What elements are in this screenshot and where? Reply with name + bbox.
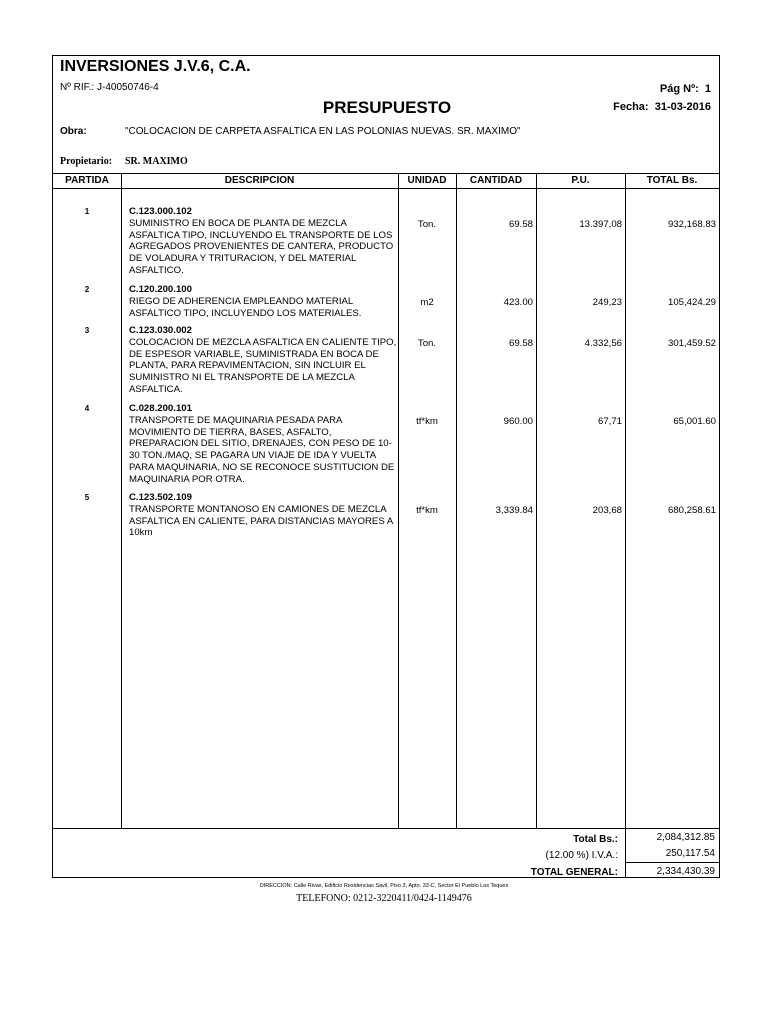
row-description: [129, 284, 397, 319]
row-pu: 249,23: [592, 297, 622, 308]
row-unidad: Ton.: [417, 338, 437, 349]
total-general-label: TOTAL GENERAL:: [530, 867, 618, 878]
row-unidad: tf*km: [416, 505, 438, 516]
owner-label: Propietario:: [60, 156, 113, 167]
company-name: INVERSIONES J.V.6, C.A.: [60, 58, 251, 75]
row-description-text: RIEGO DE ADHERENCIA EMPLEANDO MATERIAL ASFALTICO TIPO, INCLUYENDO LOS MATERIALES.: [129, 295, 362, 319]
row-description-text: TRANSPORTE DE MAQUINARIA PESADA PARA MOVIMIENTO DE TIERRA, BASES, ASFALTO, PREPARACION DEL SITIO, DRENAJES, CON PESO DE 10-30 TON./MAQ, SE PAGARA UN VIAJE DE IDA Y VUELTA PARA MAQUINARIA, NO SE RECONOCE SUSTITUCION DE MAQUINARIA POR OTRA.: [129, 414, 395, 485]
row-cantidad: 423.00: [503, 297, 533, 308]
row-partida: 2: [84, 285, 90, 294]
row-total: 680,258.61: [667, 505, 716, 516]
row-unidad: m2: [420, 297, 434, 308]
row-cantidad: 69.58: [508, 219, 533, 230]
obra-value: "COLOCACION DE CARPETA ASFALTICA EN LAS POLONIAS NUEVAS. SR. MAXIMO": [125, 126, 521, 137]
header-cantidad: CANTIDAD: [469, 175, 523, 186]
row-code: C.123.000.102: [129, 206, 192, 217]
document-date: [613, 101, 711, 113]
footer-phone: TELEFONO: 0212-3220411/0424-1149476: [296, 893, 472, 904]
row-unidad: tf*km: [416, 416, 438, 427]
row-partida: 1: [84, 207, 90, 216]
col-divider: [398, 173, 399, 828]
row-code: C.123.030.002: [129, 325, 192, 336]
company-rif: Nº RIF.: J-40050746-4: [60, 82, 159, 93]
obra-label: Obra:: [60, 126, 87, 137]
row-pu: 67,71: [597, 416, 622, 427]
col-divider: [456, 173, 457, 828]
row-description-text: TRANSPORTE MONTANOSO EN CAMIONES DE MEZCLA ASFALTICA EN CALIENTE, PARA DISTANCIAS MAYORES A 10km: [129, 503, 393, 539]
row-partida: 5: [84, 493, 90, 502]
header-unidad: UNIDAD: [407, 175, 447, 186]
row-total: 932,168.83: [667, 219, 716, 230]
table-bottom-rule: [53, 828, 719, 829]
total-general-value: 2,334,430.39: [656, 866, 715, 877]
row-description-text: COLOCACION DE MEZCLA ASFALTICA EN CALIENTE TIPO, DE ESPESOR VARIABLE, SUMINISTRADA EN BOCA DE PLANTA, PARA REPAVIMENTACION, SIN INCLUIR EL SUMINISTRO NI EL TRANSPORTE DE LA MEZCLA ASFALTICA.: [129, 336, 397, 395]
row-pu: 203,68: [592, 505, 622, 516]
page-label: Pág Nº:: [659, 83, 699, 95]
row-description-text: SUMINISTRO EN BOCA DE PLANTA DE MEZCLA ASFALTICA TIPO, INCLUYENDO EL TRANSPORTE DE LOS AGREGADOS PROVENIENTES DE CANTERA, PRODUCTO DE VOLADURA Y TRITURACION, Y DEL MATERIAL ASFALTICO.: [129, 217, 394, 276]
row-code: C.120.200.100: [129, 284, 192, 295]
col-divider: [121, 173, 122, 828]
col-divider: [625, 173, 626, 878]
iva-value: 250,117.54: [665, 848, 715, 859]
header-total: TOTAL Bs.: [646, 175, 698, 186]
col-divider: [536, 173, 537, 828]
iva-label: (12.00 %) I.V.A.:: [545, 850, 618, 861]
row-unidad: Ton.: [417, 219, 437, 230]
footer-address: DIRECCION: Calle Rivas, Edificio Residencias Savil, Piso 3, Apto. 33-C, Sector El Pueblo Los Teques: [259, 883, 509, 889]
row-partida: 3: [84, 326, 90, 335]
subtotal-label: Total Bs.:: [573, 834, 618, 845]
owner-value: SR. MAXIMO: [125, 156, 188, 167]
header-pu: P.U.: [571, 175, 590, 186]
page-value: 1: [704, 83, 711, 95]
header-descripcion: DESCRIPCION: [224, 175, 295, 186]
header-partida: PARTIDA: [65, 175, 109, 186]
row-description: [129, 492, 397, 539]
row-description: [129, 206, 397, 277]
row-cantidad: 3,339.84: [495, 505, 533, 516]
row-description: [129, 325, 397, 396]
subtotal-value: 2,084,312.85: [656, 832, 715, 843]
row-code: C.028.200.101: [129, 403, 192, 414]
row-total: 105,424.29: [667, 297, 716, 308]
row-cantidad: 960.00: [503, 416, 533, 427]
totals-rule: [625, 862, 719, 863]
row-description: [129, 403, 397, 486]
date-label: Fecha:: [613, 101, 649, 113]
row-total: 301,459.52: [667, 338, 716, 349]
row-pu: 13.397,08: [579, 219, 622, 230]
row-cantidad: 69.58: [508, 338, 533, 349]
date-value: 31-03-2016: [654, 101, 711, 113]
row-partida: 4: [84, 404, 90, 413]
table-header-rule: [53, 188, 719, 189]
document-title: PRESUPUESTO: [322, 98, 452, 117]
row-total: 65,001.60: [673, 416, 716, 427]
row-pu: 4.332,56: [584, 338, 622, 349]
page-number: [660, 83, 711, 95]
row-code: C.123.502.109: [129, 492, 192, 503]
budget-document: [52, 55, 720, 878]
